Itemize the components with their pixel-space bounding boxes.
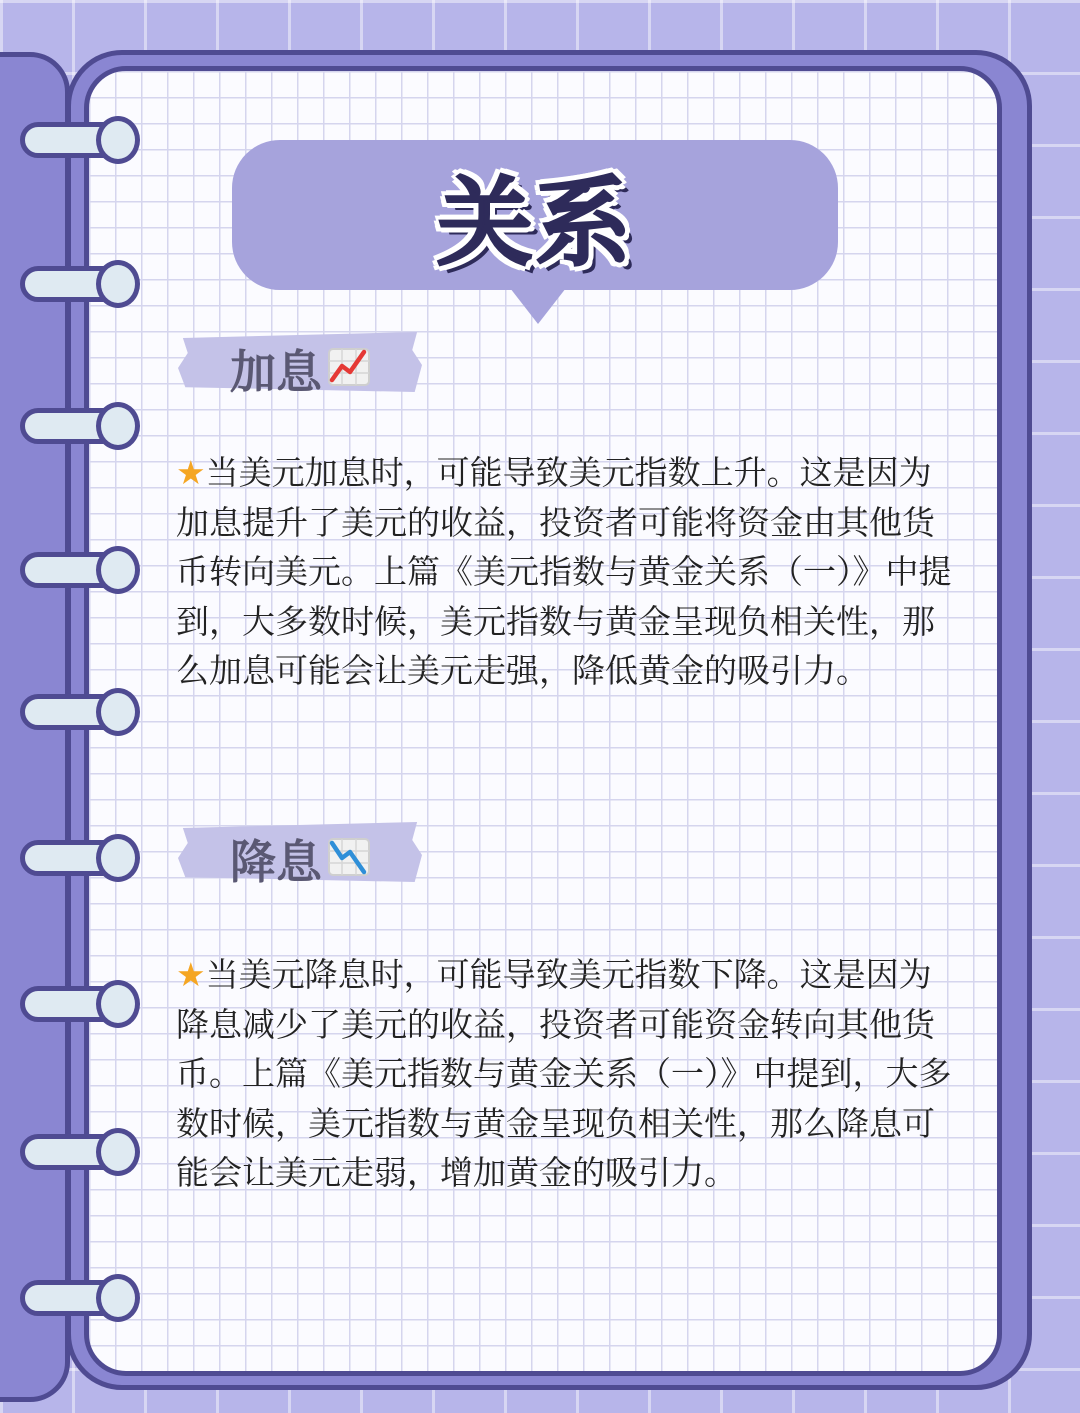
chart-decreasing-icon (328, 838, 370, 876)
star-icon: ★ (176, 955, 206, 994)
page-title: 关系 (437, 166, 633, 279)
title-bubble-tail (510, 288, 566, 324)
binder-ring (20, 122, 128, 158)
binder-ring (20, 840, 128, 876)
binder-ring (20, 552, 128, 588)
section-tag-label: 加息 (230, 345, 322, 399)
section-tag-label: 降息 (230, 835, 322, 889)
binder-ring (20, 1134, 128, 1170)
binder-ring (20, 1280, 128, 1316)
binder-ring (20, 986, 128, 1022)
section-text-rate-cut (176, 950, 956, 1198)
binder-ring (20, 694, 128, 730)
binder-ring (20, 266, 128, 302)
section-paragraph: 当美元降息时，可能导致美元指数下降。这是因为降息减少了美元的收益，投资者可能资金转向其他货币。上篇《美元指数与黄金关系（一）》中提到，大多数时候，美元指数与黄金呈现负相关性，那么降息可能会让美元走弱，增加黄金的吸引力。 (176, 955, 952, 1193)
section-text-rate-hike (176, 448, 956, 696)
star-icon: ★ (176, 453, 206, 492)
binder-ring (20, 408, 128, 444)
section-paragraph: 当美元加息时，可能导致美元指数上升。这是因为加息提升了美元的收益，投资者可能将资金由其他货币转向美元。上篇《美元指数与黄金关系（一）》中提到，大多数时候，美元指数与黄金呈现负相关性，那么加息可能会让美元走强，降低黄金的吸引力。 (176, 453, 952, 691)
chart-increasing-icon (328, 348, 370, 386)
